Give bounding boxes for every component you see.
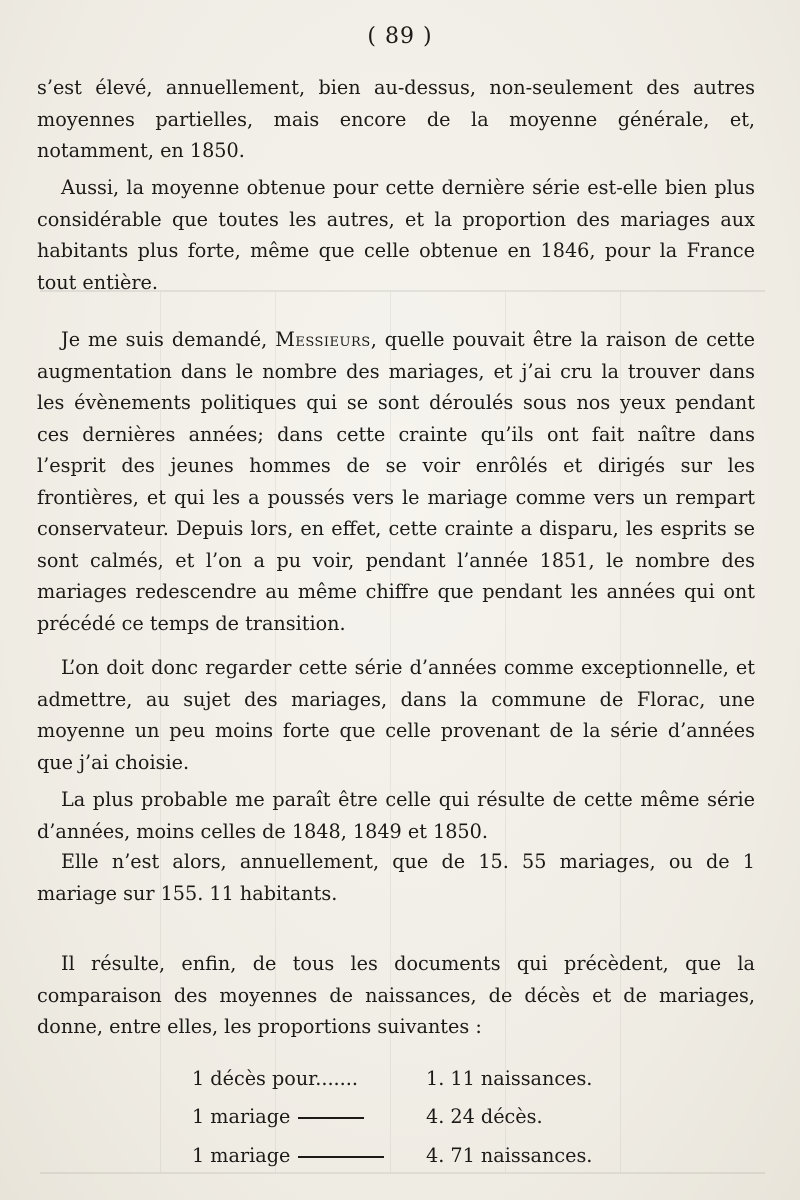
dash-rule: [298, 1156, 384, 1158]
proportion-row-deces: [0, 1063, 800, 1095]
proportion-row-mariage-naissances: [0, 1140, 800, 1172]
proportion-right: 1. 11 naissances.: [426, 1067, 593, 1090]
proportion-row-mariage-deces: [0, 1101, 800, 1133]
paragraph-5: La plus probable me paraît être celle qui résulte de cette même série d’années, moins celles de 1848, 1849 et 1850.: [37, 788, 755, 843]
proportion-left: 1 décès pour.......: [192, 1067, 358, 1090]
paragraph-7: Il résulte, enfin, de tous les documents qui précèdent, que la comparaison des moyennes de naissances, de décès et de mariages, donne, entre elles, les proportions suivantes :: [37, 952, 755, 1038]
proportion-right: 4. 24 décès.: [426, 1105, 543, 1128]
messieurs-smallcaps: Messieurs: [275, 328, 371, 351]
proportion-left: 1 mariage: [192, 1105, 291, 1128]
paragraph-3-rest: , quelle pouvait être la raison de cette augmentation dans le nombre des mariages, et j’ai cru la trouver dans les évènements politiques qui se sont déroulés sous nos yeux pendant ces dernières années; dans cette crainte qu’ils ont fait naître dans l’esprit des jeunes hommes de se voir enrôlés et dirigés sur les frontières, et qui les a poussés vers le mariage comme vers un rempart conservateur. Depuis lors, en effet, cette crainte a disparu, les esprits se sont calmés, et l’on a pu voir, pendant l’année 1851, le nombre des mariages redescendre au même chiffre que pendant les années qui ont précédé ce temps de transition.: [37, 328, 756, 635]
proportion-left-wrap: [192, 1140, 384, 1172]
proportion-left-wrap: [192, 1101, 364, 1133]
page-number: ( 89 ): [367, 24, 433, 49]
paragraph-4: L’on doit donc regarder cette série d’années comme exceptionnelle, et admettre, au sujet des mariages, dans la commune de Florac, une moyenne un peu moins forte que celle provenant de la série d’années que j’ai choisie.: [37, 656, 755, 774]
paragraph-1: s’est élevé, annuellement, bien au-dessus, non-seulement des autres moyennes partielles, mais encore de la moyenne générale, et, notamment, en 1850.: [37, 76, 755, 162]
paragraph-3: [37, 324, 755, 639]
proportion-right: 4. 71 naissances.: [426, 1144, 593, 1167]
paragraph-6: Elle n’est alors, annuellement, que de 15. 55 mariages, ou de 1 mariage sur 155. 11 habitants.: [37, 850, 755, 905]
proportion-left: 1 mariage: [192, 1144, 291, 1167]
dash-rule: [298, 1117, 364, 1119]
paragraph-2: Aussi, la moyenne obtenue pour cette dernière série est-elle bien plus considérable que toutes les autres, et la proportion des mariages aux habitants plus forte, même que celle obtenue en 1846, pour la France tout entière.: [37, 176, 755, 294]
paragraph-3-start: Je me suis demandé,: [61, 328, 276, 351]
